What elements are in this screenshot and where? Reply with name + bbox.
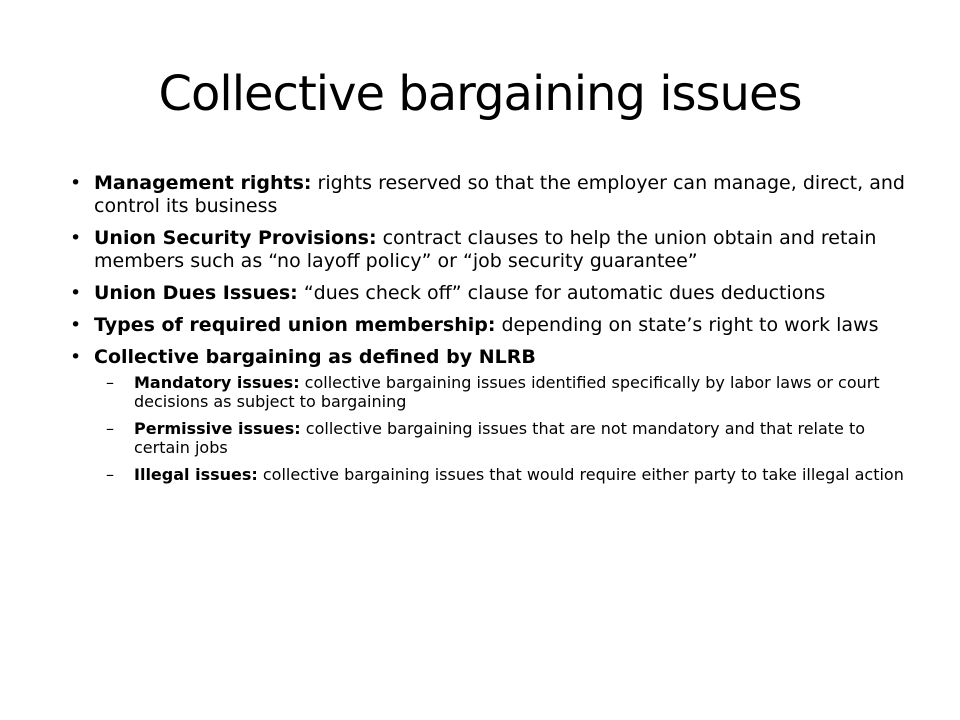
bullet-item-union-security: [70, 227, 914, 273]
dash-icon: –: [106, 373, 114, 392]
bullet-item-nlrb: [70, 346, 914, 484]
bullet-term: Union Security Provisions:: [94, 227, 377, 249]
sub-item-text: collective bargaining issues identified specifically by labor laws or court decisions as subject to bargaining: [134, 373, 880, 411]
sub-item-text: collective bargaining issues that are not mandatory and that relate to certain jobs: [134, 419, 866, 457]
bullet-item-management-rights: [70, 172, 914, 218]
bullet-text: “dues check off” clause for automatic dues deductions: [297, 282, 826, 304]
sub-item-permissive: [106, 419, 914, 457]
sub-item-term: Illegal issues:: [134, 465, 258, 484]
dash-icon: –: [106, 419, 114, 438]
bullet-list: [70, 172, 914, 493]
bullet-icon: •: [70, 314, 82, 336]
bullet-term: Union Dues Issues:: [94, 282, 298, 304]
bullet-item-membership-types: [70, 314, 914, 337]
bullet-text: contract clauses to help the union obtain and retain members such as “no layoff policy” or “job security guarantee”: [94, 227, 877, 272]
bullet-icon: •: [70, 346, 82, 368]
bullet-text: rights reserved so that the employer can manage, direct, and control its business: [94, 172, 905, 217]
bullet-icon: •: [70, 282, 82, 304]
bullet-icon: •: [70, 172, 82, 194]
slide-title: Collective bargaining issues: [158, 66, 802, 122]
bullet-item-union-dues: [70, 282, 914, 305]
sub-item-term: Mandatory issues:: [134, 373, 300, 392]
sub-item-mandatory: [106, 373, 914, 411]
dash-icon: –: [106, 465, 114, 484]
bullet-term: Types of required union membership:: [94, 314, 496, 336]
bullet-icon: •: [70, 227, 82, 249]
bullet-term: Collective bargaining as defined by NLRB: [94, 346, 536, 368]
sub-item-text: collective bargaining issues that would require either party to take illegal action: [257, 465, 904, 484]
bullet-term: Management rights:: [94, 172, 312, 194]
sub-item-term: Permissive issues:: [134, 419, 301, 438]
sub-bullet-list: [94, 373, 914, 484]
sub-item-illegal: [106, 465, 914, 484]
bullet-text: depending on state’s right to work laws: [495, 314, 879, 336]
